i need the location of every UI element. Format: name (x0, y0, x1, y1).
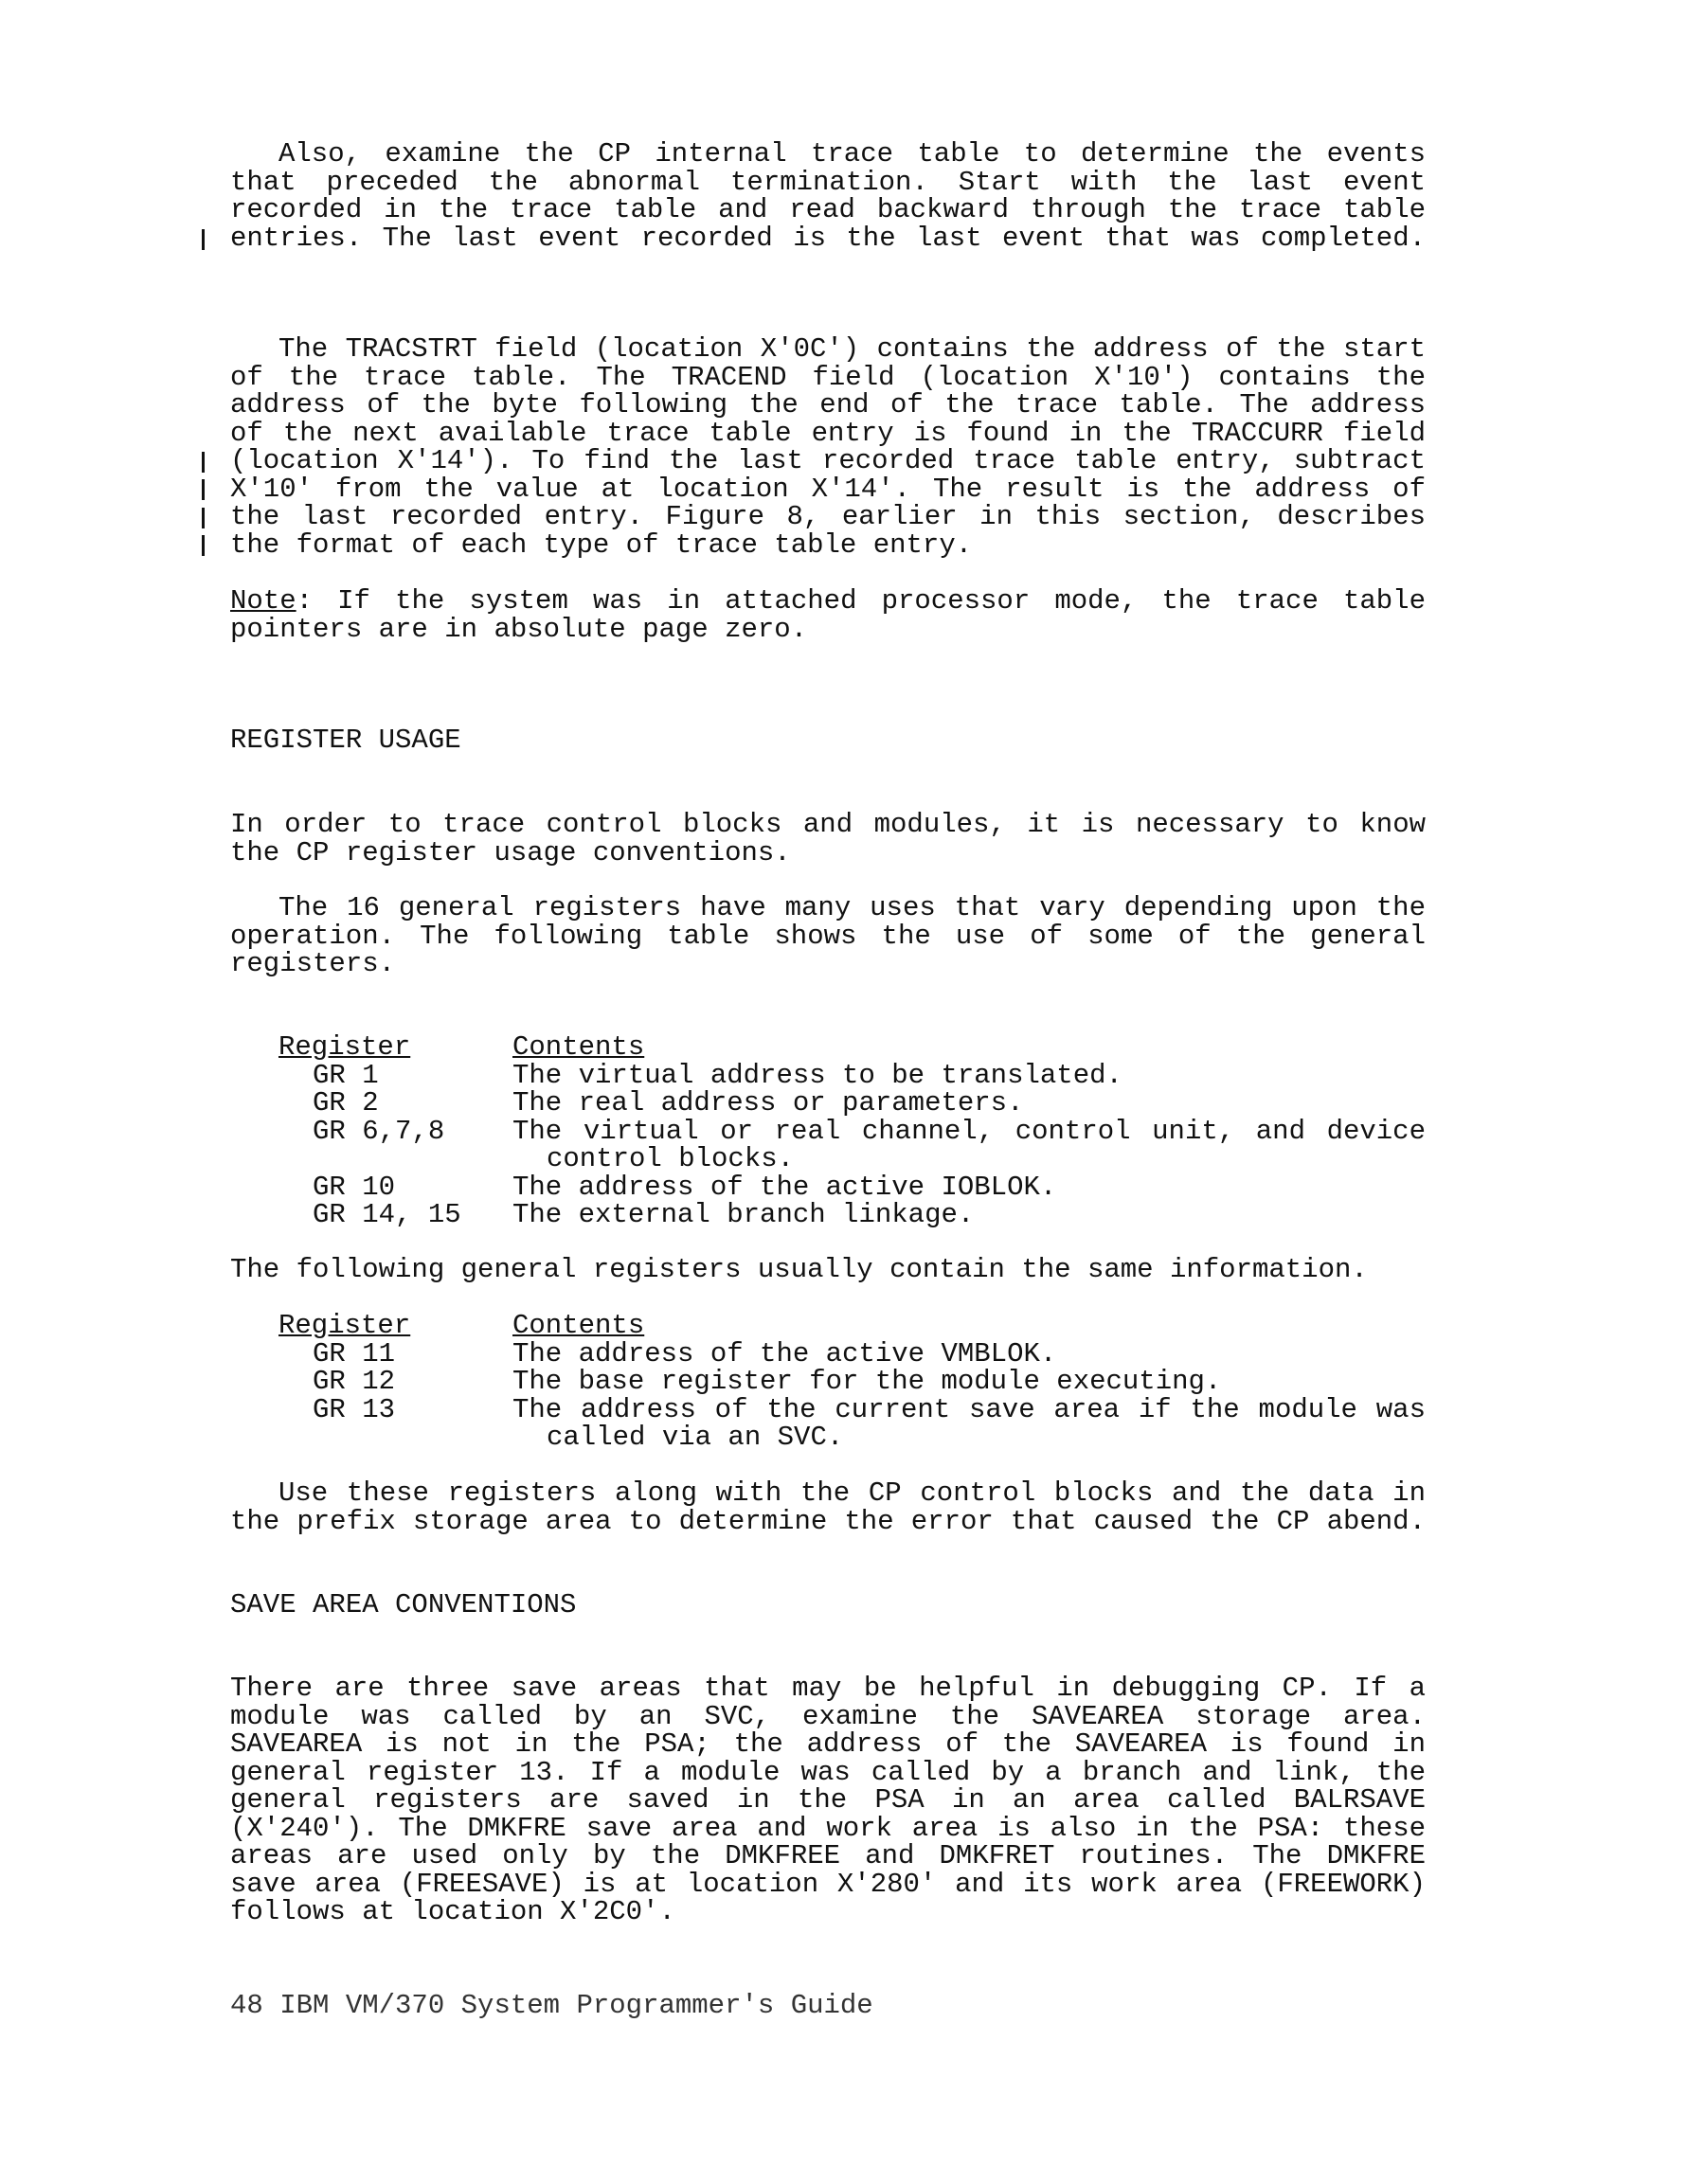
column-header-contents: Contents (512, 1031, 645, 1063)
note-label: Note (230, 585, 296, 617)
table-row (230, 1393, 1426, 1425)
contents-cell: control blocks. (547, 1143, 795, 1174)
text-line: registers. (230, 948, 396, 979)
register-cell: GR 13 (313, 1393, 396, 1425)
table-row (230, 1115, 1426, 1147)
text-line: areas are used only by the DMKFREE and DMKFRET routines. The DMKFRE (230, 1840, 1426, 1871)
text-line: of the trace table. The TRACEND field (location X'10') contains the (230, 361, 1426, 393)
text-line: save area (FREESAVE) is at location X'280' and its work area (FREEWORK) (230, 1868, 1426, 1900)
contents-cell: The base register for the module executing. (512, 1366, 1222, 1397)
table-row (230, 1201, 1426, 1229)
note-paragraph (230, 587, 1426, 643)
text-line: The following general registers usually contain the same information. (230, 1254, 1368, 1285)
contents-cell: The address of the active IOBLOK. (512, 1171, 1057, 1203)
text-line: The 16 general registers have many uses that vary depending upon the (278, 892, 1426, 923)
paragraph-use-registers (230, 1479, 1426, 1535)
text-line: In order to trace control blocks and modules, it is necessary to know (230, 809, 1426, 840)
text-line: There are three save areas that may be helpful in debugging CP. If a (230, 1673, 1426, 1704)
register-cell: GR 12 (313, 1366, 396, 1397)
text-line: Use these registers along with the CP control blocks and the data in (278, 1477, 1426, 1509)
table-header-row (230, 1312, 1426, 1340)
paragraph-usual-registers (230, 1256, 1426, 1284)
contents-cell: The address of the current save area if the module was (512, 1393, 1426, 1425)
section-heading-register-usage: REGISTER USAGE (230, 725, 461, 756)
contents-cell: The real address or parameters. (512, 1087, 1024, 1119)
page-footer: 48 IBM VM/370 System Programmer's Guide (230, 1990, 873, 2021)
text-line: the last recorded entry. Figure 8, earlier in this section, describes (230, 501, 1426, 532)
revision-bar (202, 479, 205, 500)
text-line: that preceded the abnormal termination. Start with the last event (230, 166, 1426, 198)
register-cell: GR 6,7,8 (313, 1115, 445, 1147)
register-cell: GR 10 (313, 1171, 396, 1203)
text-line: (X'240'). The DMKFRE save area and work area is also in the PSA: these (230, 1812, 1426, 1844)
text-line: (location X'14'). To find the last recorded trace table entry, subtract (230, 445, 1426, 476)
note-text: : If the system was in attached processor mode, the trace table (296, 585, 1426, 617)
register-cell: GR 2 (313, 1087, 379, 1119)
table-row (230, 1423, 1426, 1452)
register-table-2 (230, 1312, 1426, 1452)
contents-cell: called via an SVC. (547, 1422, 844, 1453)
text-line: address of the byte following the end of the trace table. The address (230, 389, 1426, 421)
text-line: follows at location X'2C0'. (230, 1896, 675, 1927)
text-line: general registers are saved in the PSA in an area called BALRSAVE (230, 1784, 1426, 1816)
contents-cell: The virtual or real channel, control unit, and device (512, 1115, 1426, 1147)
paragraph-trace-pointers (230, 335, 1426, 559)
table-row (230, 1368, 1426, 1396)
column-header-contents: Contents (512, 1310, 645, 1341)
table-header-row (230, 1033, 1426, 1062)
text-line: pointers are in absolute page zero. (230, 613, 808, 645)
contents-cell: The external branch linkage. (512, 1199, 975, 1230)
text-line: X'10' from the value at location X'14'. The result is the address of (230, 473, 1426, 505)
paragraph-trace-examine (230, 140, 1426, 252)
text-line: the prefix storage area to determine the error that caused the CP abend. (230, 1505, 1426, 1537)
register-cell: GR 14, 15 (313, 1199, 461, 1230)
table-row (230, 1337, 1426, 1369)
text-line: The TRACSTRT field (location X'0C') contains the address of the start (278, 333, 1426, 365)
table-row (230, 1089, 1426, 1118)
text-line: the CP register usage conventions. (230, 836, 791, 868)
register-cell (230, 1145, 512, 1173)
column-header-register: Register (278, 1310, 411, 1341)
register-cell: GR 1 (313, 1059, 379, 1091)
text-line: of the next available trace table entry is found in the TRACCURR field (230, 417, 1426, 449)
revision-bar (202, 452, 205, 473)
text-line: module was called by an SVC, examine the SAVEAREA storage area. (230, 1700, 1426, 1732)
table-row (230, 1145, 1426, 1173)
text-line: recorded in the trace table and read backward through the trace table (230, 194, 1426, 225)
text-line: general register 13. If a module was called by a branch and link, the (230, 1756, 1426, 1788)
text-line: operation. The following table shows the use of some of the general (230, 920, 1426, 952)
table-row (230, 1173, 1426, 1202)
paragraph-save-areas (230, 1674, 1426, 1926)
revision-bar (202, 535, 205, 556)
paragraph-register-intro (230, 811, 1426, 867)
contents-cell: The virtual address to be translated. (512, 1059, 1122, 1091)
text-line: entries. The last event recorded is the last event that was completed. (230, 222, 1426, 254)
table-row (230, 1059, 1426, 1091)
text-line: Also, examine the CP internal trace table to determine the events (278, 138, 1426, 170)
text-line: the format of each type of trace table entry. (230, 528, 973, 561)
register-cell: GR 11 (313, 1337, 396, 1369)
section-heading-save-area: SAVE AREA CONVENTIONS (230, 1589, 577, 1620)
contents-cell: The address of the active VMBLOK. (512, 1337, 1057, 1369)
paragraph-general-registers (230, 894, 1426, 978)
revision-bar (202, 508, 205, 528)
note-line (230, 587, 1426, 616)
register-table-1 (230, 1033, 1426, 1229)
text-line: SAVEAREA is not in the PSA; the address of the SAVEAREA is found in (230, 1728, 1426, 1760)
column-header-register: Register (278, 1031, 411, 1063)
revision-bar (202, 229, 205, 250)
register-cell (230, 1423, 512, 1452)
